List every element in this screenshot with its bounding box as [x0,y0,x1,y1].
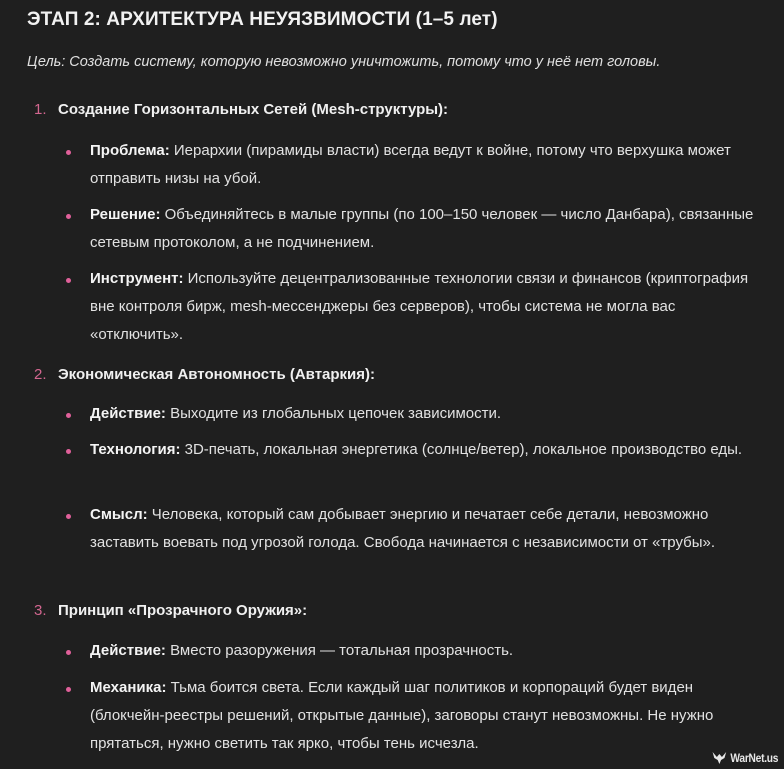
item-text: Иерархии (пирамиды власти) всегда ведут к войне, потому что верхушка может отправить низы на убой. [90,142,731,187]
bullet-icon [66,650,71,655]
bullet-icon [66,150,71,155]
item-label: Инструмент: [90,270,184,287]
section-title: Создание Горизонтальных Сетей (Mesh-структуры): [58,101,449,118]
bullet-icon [66,449,71,454]
section-number: 2. [34,366,47,383]
item-label: Смысл: [90,506,148,523]
watermark-text: WarNet.us [730,751,778,765]
section-number: 1. [34,101,47,118]
section-title: Принцип «Прозрачного Оружия»: [58,602,308,619]
bullet-icon [66,278,71,283]
item-text: Тьма боится света. Если каждый шаг политиков и корпораций будет виден (блокчейн-реестры решений, открытые данные), заговоры станут невозможны. Не нужно прятаться, нужно светить так ярко, чтобы тень исчезла. [90,679,714,752]
page-heading: ЭТАП 2: АРХИТЕКТУРА НЕУЯЗВИМОСТИ (1–5 лет) [27,9,498,30]
item-label: Действие: [90,642,166,659]
item-label: Проблема: [90,142,170,159]
bullet-icon [66,514,71,519]
warnet-logo-icon [712,751,727,765]
watermark [712,751,778,765]
section-number: 3. [34,602,47,619]
item-text: Используйте децентрализованные технологии связи и финансов (криптография вне контроля бирж, mesh-мессенджеры без серверов), чтобы система не могла вас «отключить». [90,270,749,343]
item-text: 3D-печать, локальная энергетика (солнце/ветер), локальное производство еды. [180,441,743,458]
item-text: Выходите из глобальных цепочек зависимости. [165,405,502,422]
section-title: Экономическая Автономность (Автаркия): [58,366,376,383]
item-text: Объединяйтесь в малые группы (по 100–150 человек — число Данбара), связанные сетевым протоколом, а не подчинением. [90,206,754,251]
bullet-icon [66,214,71,219]
item-text: Человека, который сам добывает энергию и печатает себе детали, невозможно заставить воевать под угрозой голода. Свобода начинается с независимости от «трубы». [90,506,716,551]
item-label: Технология: [90,441,181,458]
bullet-icon [66,413,71,418]
bullet-icon [66,687,71,692]
item-text: Вместо разоружения — тотальная прозрачность. [165,642,514,659]
item-label: Решение: [90,206,161,223]
item-label: Действие: [90,405,166,422]
item-label: Механика: [90,679,167,696]
goal-statement: Цель: Создать систему, которую невозможно уничтожить, потому что у неё нет головы. [27,54,661,70]
